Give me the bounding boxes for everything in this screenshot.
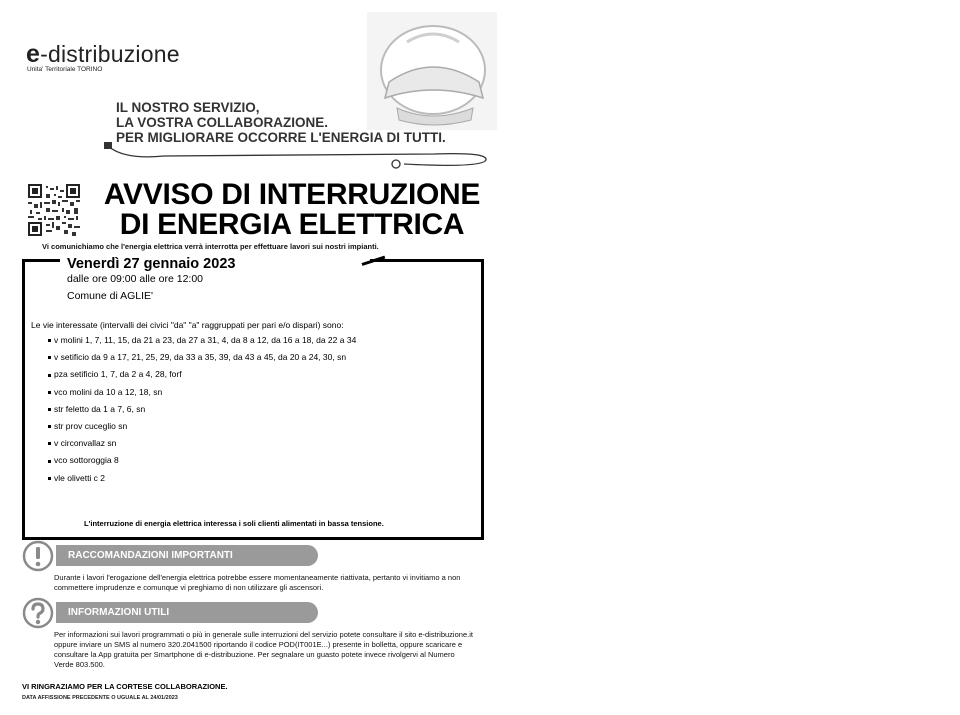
bullet-icon: [48, 425, 51, 428]
municipality: Comune di AGLIE': [67, 290, 154, 302]
bullet-icon: [48, 442, 51, 445]
exclamation-icon: [22, 540, 54, 572]
logo-text: -distribuzione: [40, 41, 180, 67]
thanks-text: VI RINGRAZIAMO PER LA CORTESE COLLABORAZIONE.: [22, 682, 228, 691]
bullet-icon: [48, 356, 51, 359]
street-text: vle olivetti c 2: [54, 472, 106, 483]
question-icon: [22, 597, 54, 629]
list-item: [48, 419, 356, 436]
plug-cord-icon: [104, 140, 496, 170]
streets-intro: Le vie interessate (intervalli dei civici "da" "a" raggruppati per pari e/o dispari) sono:: [31, 320, 344, 330]
bullet-icon: [48, 391, 51, 394]
street-text: vco sottoroggia 8: [54, 455, 119, 466]
list-item: [48, 436, 356, 453]
recommendations-header: RACCOMANDAZIONI IMPORTANTI: [56, 545, 318, 566]
list-item: [48, 367, 356, 384]
list-item: [48, 471, 356, 488]
street-text: v setificio da 9 a 17, 21, 25, 29, da 33 a 35, 39, da 43 a 45, da 20 a 24, 30, sn: [54, 352, 347, 363]
slogan: [116, 100, 446, 145]
posting-date: DATA AFFISSIONE PRECEDENTE O UGUALE AL 24/01/2023: [22, 695, 178, 701]
street-text: str prov cuceglio sn: [54, 420, 128, 431]
notice-title: [84, 180, 500, 240]
territorial-unit: Unita' Territoriale TORINO: [27, 66, 103, 73]
logo-e-mark: e: [26, 40, 41, 68]
info-header: INFORMAZIONI UTILI: [56, 602, 318, 623]
street-text: str feletto da 1 a 7, 6, sn: [54, 403, 146, 414]
slogan-line: IL NOSTRO SERVIZIO,: [116, 100, 260, 115]
street-text: v molini 1, 7, 11, 15, da 21 a 23, da 27 a 31, 4, da 8 a 12, da 16 a 18, da 22 a 34: [54, 335, 357, 345]
recommendations-text: Durante i lavori l'erogazione dell'energia elettrica potrebbe essere momentaneamente riattivata, pertanto vi invitiamo a non commettere imprudenze e comunque vi preghiamo di non utilizzare gli ascensori.: [54, 573, 461, 592]
interruption-hours: dalle ore 09:00 alle ore 12:00: [67, 273, 204, 285]
title-line: DI ENERGIA ELETTRICA: [119, 208, 465, 241]
list-item: [48, 333, 356, 350]
interruption-date: Venerdì 27 gennaio 2023: [67, 256, 236, 272]
qr-code-icon: [28, 184, 80, 236]
info-text: Per informazioni sui lavori programmati o più in generale sulle interruzioni del servizio potete consultare il sito e-distribuzione.it oppure inviare un SMS al numero 320.2041500 riportando il codice POD(IT001E...) presente in bolletta, oppure scaricare e consultare la App gratuita per Smartphone di e-distribuzione. Per segnalare un guasto potete invece rivolgervi al Numero Verde 803.500.: [54, 630, 473, 669]
title-line: AVVISO DI INTERRUZIONE: [103, 178, 481, 211]
street-text: v circonvallaz sn: [54, 438, 117, 449]
list-item: [48, 385, 356, 402]
low-voltage-note: L'interruzione di energia elettrica interessa i soli clienti alimentati in bassa tensione.: [84, 519, 384, 528]
intro-text: Vi comunichiamo che l'energia elettrica verrà interrotta per effettuare lavori sui nostri impianti.: [42, 242, 379, 251]
list-item: [48, 350, 356, 367]
list-item: [48, 453, 356, 470]
list-item: [48, 402, 356, 419]
streets-list: [48, 333, 356, 488]
bullet-icon: [48, 477, 51, 480]
bullet-icon: [48, 460, 51, 463]
bullet-icon: [48, 374, 51, 377]
company-logo: [26, 40, 180, 69]
slogan-line: PER MIGLIORARE OCCORRE L'ENERGIA DI TUTTI.: [116, 130, 446, 145]
street-text: pza setificio 1, 7, da 2 a 4, 28, forf: [54, 369, 182, 380]
street-text: vco molini da 10 a 12, 18, sn: [54, 386, 163, 397]
slogan-line: LA VOSTRA COLLABORAZIONE.: [116, 115, 328, 130]
bullet-icon: [48, 408, 51, 411]
bullet-icon: [48, 339, 51, 342]
